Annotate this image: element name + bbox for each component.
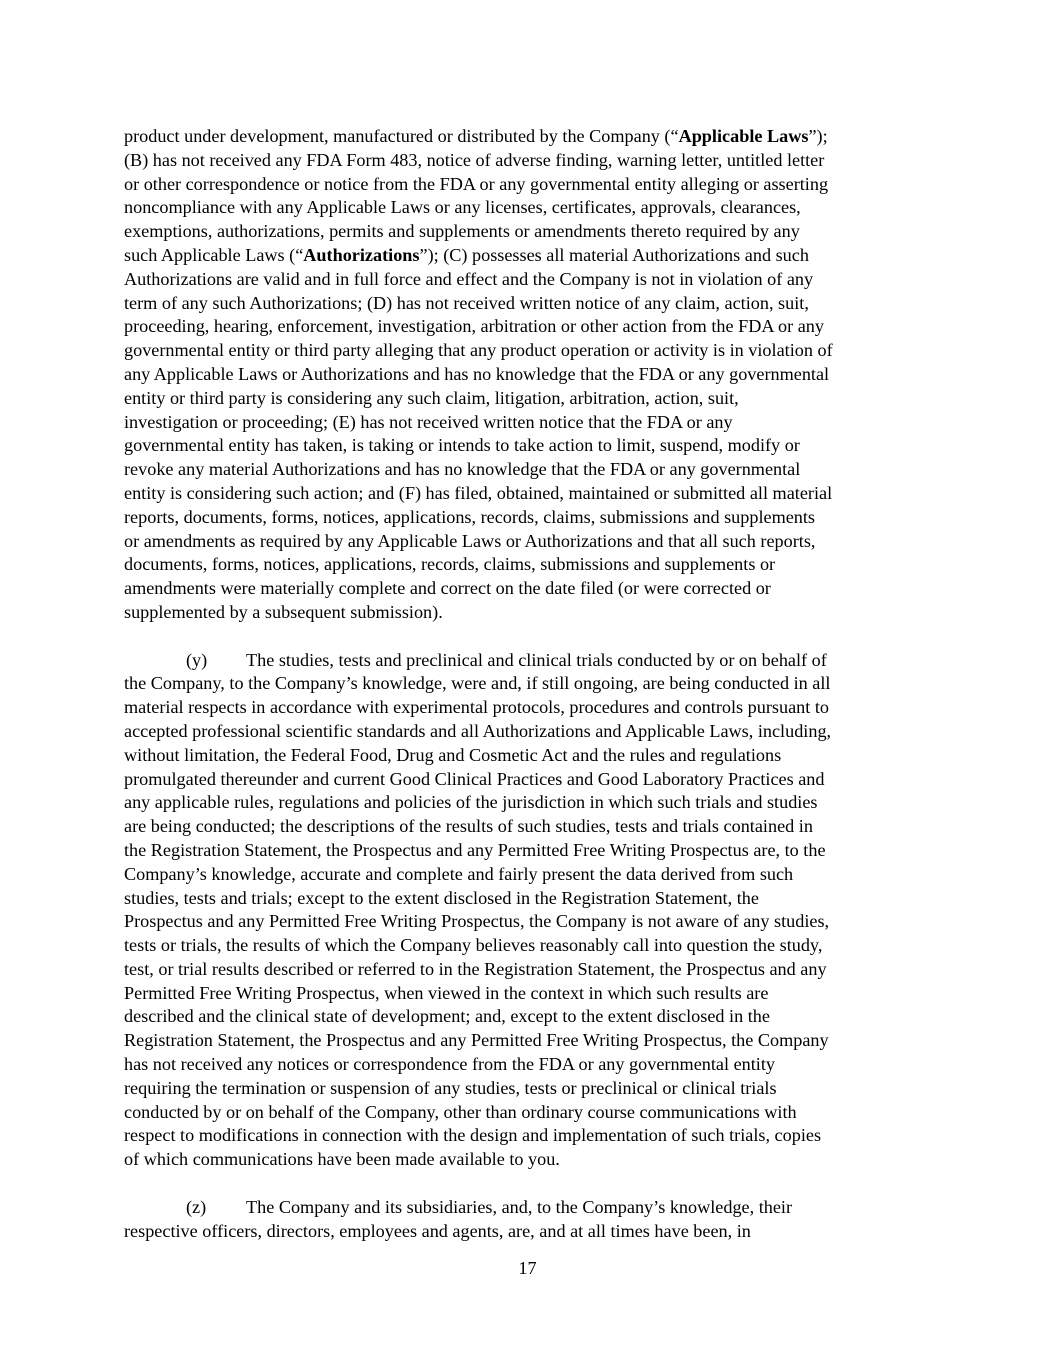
paragraph-line: the Company, to the Company’s knowledge, were and, if still ongoing, are being conducted in all bbox=[124, 673, 831, 694]
page-number: 17 bbox=[518, 1258, 537, 1278]
defined-term-authorizations: Authorizations bbox=[303, 244, 420, 265]
paragraph-line: or other correspondence or notice from the FDA or any governmental entity alleging or asserting bbox=[124, 173, 829, 194]
paragraph-line: entity or third party is considering any such claim, litigation, arbitration, action, suit, bbox=[124, 387, 739, 408]
paragraph-line: revoke any material Authorizations and has no knowledge that the FDA or any governmental bbox=[124, 459, 801, 480]
paragraph-line: Prospectus and any Permitted Free Writing Prospectus, the Company is not aware of any studies, bbox=[124, 911, 830, 932]
paragraph-line: without limitation, the Federal Food, Drug and Cosmetic Act and the rules and regulations bbox=[124, 744, 782, 765]
paragraph-line: tests or trials, the results of which the Company believes reasonably call into question the study, bbox=[124, 935, 823, 956]
paragraph-line: (z) The Company and its subsidiaries, and, to the Company’s knowledge, their bbox=[124, 1196, 936, 1220]
paragraph-line: respective officers, directors, employees and agents, are, and at all times have been, in bbox=[124, 1220, 751, 1241]
paragraph-line: (B) has not received any FDA Form 483, notice of adverse finding, warning letter, untitled letter bbox=[124, 149, 825, 170]
paragraph-line: are being conducted; the descriptions of the results of such studies, tests and trials contained in bbox=[124, 816, 813, 837]
paragraph-line: material respects in accordance with experimental protocols, procedures and controls pursuant to bbox=[124, 697, 830, 718]
paragraph-y bbox=[124, 649, 936, 1173]
paragraph-line: requiring the termination or suspension of any studies, tests or preclinical or clinical trials bbox=[124, 1077, 777, 1098]
paragraph-line: amendments were materially complete and correct on the date filed (or were corrected or bbox=[124, 578, 771, 599]
paragraph-line: described and the clinical state of development; and, except to the extent disclosed in the bbox=[124, 1006, 770, 1027]
paragraph-line: any applicable rules, regulations and policies of the jurisdiction in which such trials and studies bbox=[124, 792, 818, 813]
paragraph-line: reports, documents, forms, notices, applications, records, claims, submissions and supplements bbox=[124, 506, 816, 527]
paragraph-line: any Applicable Laws or Authorizations and has no knowledge that the FDA or any governmental bbox=[124, 363, 830, 384]
paragraph-line: exemptions, authorizations, permits and supplements or amendments thereto required by any bbox=[124, 221, 800, 242]
paragraph-line: term of any such Authorizations; (D) has not received written notice of any claim, action, suit, bbox=[124, 292, 809, 313]
paragraph-line: of which communications have been made available to you. bbox=[124, 1149, 560, 1170]
paragraph-line: governmental entity or third party alleging that any product operation or activity is in violation of bbox=[124, 340, 833, 361]
paragraph-line: governmental entity has taken, is taking or intends to take action to limit, suspend, modify or bbox=[124, 435, 800, 456]
paragraph-line: proceeding, hearing, enforcement, investigation, arbitration or other action from the FDA or any bbox=[124, 316, 824, 337]
paragraph-z bbox=[124, 1196, 936, 1244]
clause-label: (z) bbox=[186, 1196, 207, 1217]
document-body bbox=[124, 125, 936, 1267]
paragraph-line: promulgated thereunder and current Good Clinical Practices and Good Laboratory Practices and bbox=[124, 768, 825, 789]
paragraph-line: or amendments as required by any Applicable Laws or Authorizations and that all such reports, bbox=[124, 530, 816, 551]
paragraph-line: Authorizations are valid and in full force and effect and the Company is not in violation of any bbox=[124, 268, 814, 289]
paragraph-line: noncompliance with any Applicable Laws or any licenses, certificates, approvals, clearances, bbox=[124, 197, 801, 218]
paragraph-line: investigation or proceeding; (E) has not received written notice that the FDA or any bbox=[124, 411, 733, 432]
paragraph-line: has not received any notices or correspondence from the FDA or any governmental entity bbox=[124, 1054, 776, 1075]
paragraph-line: test, or trial results described or referred to in the Registration Statement, the Prospectus and any bbox=[124, 958, 827, 979]
clause-label: (y) bbox=[186, 649, 208, 670]
paragraph-line: such Applicable Laws (“Authorizations”); (C) possesses all material Authorizations and such bbox=[124, 244, 809, 265]
paragraph-line: entity is considering such action; and (F) has filed, obtained, maintained or submitted all material bbox=[124, 482, 833, 503]
paragraph-line: Company’s knowledge, accurate and complete and fairly present the data derived from such bbox=[124, 863, 794, 884]
paragraph-line: Registration Statement, the Prospectus and any Permitted Free Writing Prospectus, the Company bbox=[124, 1030, 829, 1051]
paragraph-line: (y) The studies, tests and preclinical and clinical trials conducted by or on behalf of bbox=[124, 649, 936, 673]
paragraph-line: supplemented by a subsequent submission). bbox=[124, 601, 443, 622]
paragraph-line: the Registration Statement, the Prospectus and any Permitted Free Writing Prospectus are, to the bbox=[124, 839, 826, 860]
paragraph-x bbox=[124, 125, 936, 625]
paragraph-line: documents, forms, notices, applications, records, claims, submissions and supplements or bbox=[124, 554, 776, 575]
defined-term-applicable-laws: Applicable Laws bbox=[678, 126, 809, 146]
paragraph-line: Permitted Free Writing Prospectus, when viewed in the context in which such results are bbox=[124, 982, 769, 1003]
paragraph-line: conducted by or on behalf of the Company, other than ordinary course communications with bbox=[124, 1101, 797, 1122]
paragraph-line: product under development, manufactured or distributed by the Company (“Applicable Laws”); bbox=[124, 126, 828, 146]
paragraph-line: respect to modifications in connection with the design and implementation of such trials, copies bbox=[124, 1125, 822, 1146]
paragraph-line: accepted professional scientific standards and all Authorizations and Applicable Laws, including, bbox=[124, 720, 832, 741]
paragraph-line: studies, tests and trials; except to the extent disclosed in the Registration Statement, the bbox=[124, 887, 759, 908]
